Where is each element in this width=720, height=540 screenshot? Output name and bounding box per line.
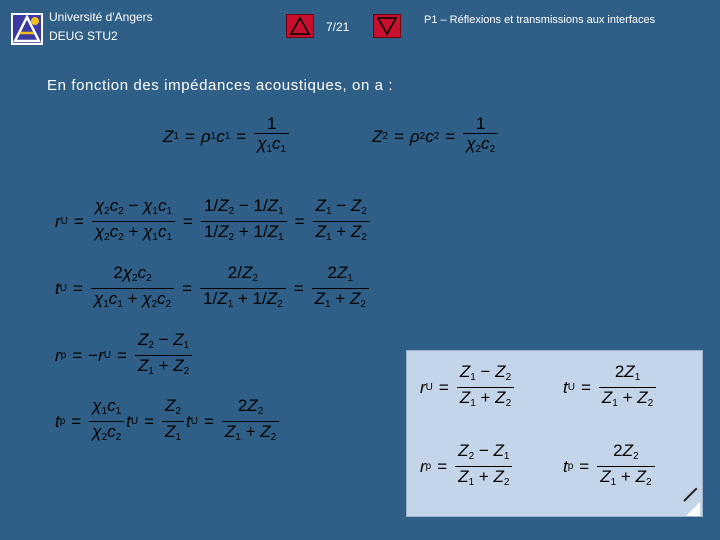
- page-curl-corner: [686, 502, 700, 516]
- summary-tu: t U = $\frac{2Z_1}{Z_1 + Z_2}$: [563, 362, 658, 413]
- previous-triangle-icon[interactable]: [286, 14, 314, 38]
- summary-ru: r U = $\frac{Z_1 - Z_2}{Z_1 + Z_2}$: [420, 362, 516, 413]
- summary-tp: t p = $\frac{2Z_2}{Z_1 + Z_2}$: [563, 441, 657, 492]
- university-logo-icon: [11, 13, 43, 45]
- equation-z1: Z 1 = ρ 1 c 1 = $\frac{1}{\chi_1c_1}$: [163, 114, 291, 159]
- equation-z2: Z 2 = ρ 2 c 2 = $\frac{1}{\chi_2c_2}$: [372, 114, 500, 159]
- intro-text: En fonction des impédances acoustiques, on a :: [47, 77, 394, 94]
- program-name: DEUG STU2: [49, 29, 118, 43]
- equation-rp-derivation: r p = − r U = $\frac{Z_2 - Z_1}{Z_1 + Z_2}$: [55, 330, 194, 381]
- university-name: Université d'Angers: [49, 10, 153, 24]
- summary-rp: r p = $\frac{Z_2 - Z_1}{Z_1 + Z_2}$: [420, 441, 514, 492]
- equation-ru-derivation: r U = $\frac{\chi_2c_2 - \chi_1c_1}{\chi_2c_2 + \chi_1c_1}$ = $\frac{1/Z_2 - 1/Z_1}{1/Z_2 + 1/Z_1}$ = $\frac{Z_1 - Z_2}{Z_1 + Z_2}$: [55, 196, 372, 247]
- slide-title: P1 – Réflexions et transmissions aux interfaces: [424, 14, 656, 26]
- next-triangle-icon[interactable]: [373, 14, 401, 38]
- equation-tu-derivation: t U = $\frac{2\chi_2c_2}{\chi_1c_1 + \chi_2c_2}$ = $\frac{2/Z_2}{1/Z_1 + 1/Z_2}$ = $\frac{2Z_1}{Z_1 + Z_2}$: [55, 263, 371, 314]
- page-indicator: 7/21: [326, 20, 350, 34]
- equation-tp-derivation: t p = $\frac{\chi_1c_1}{\chi_2c_2}$ t U = $\frac{Z_2}{Z_1}$ t U = $\frac{2Z_2}{Z_1 + Z_2}$: [55, 396, 281, 447]
